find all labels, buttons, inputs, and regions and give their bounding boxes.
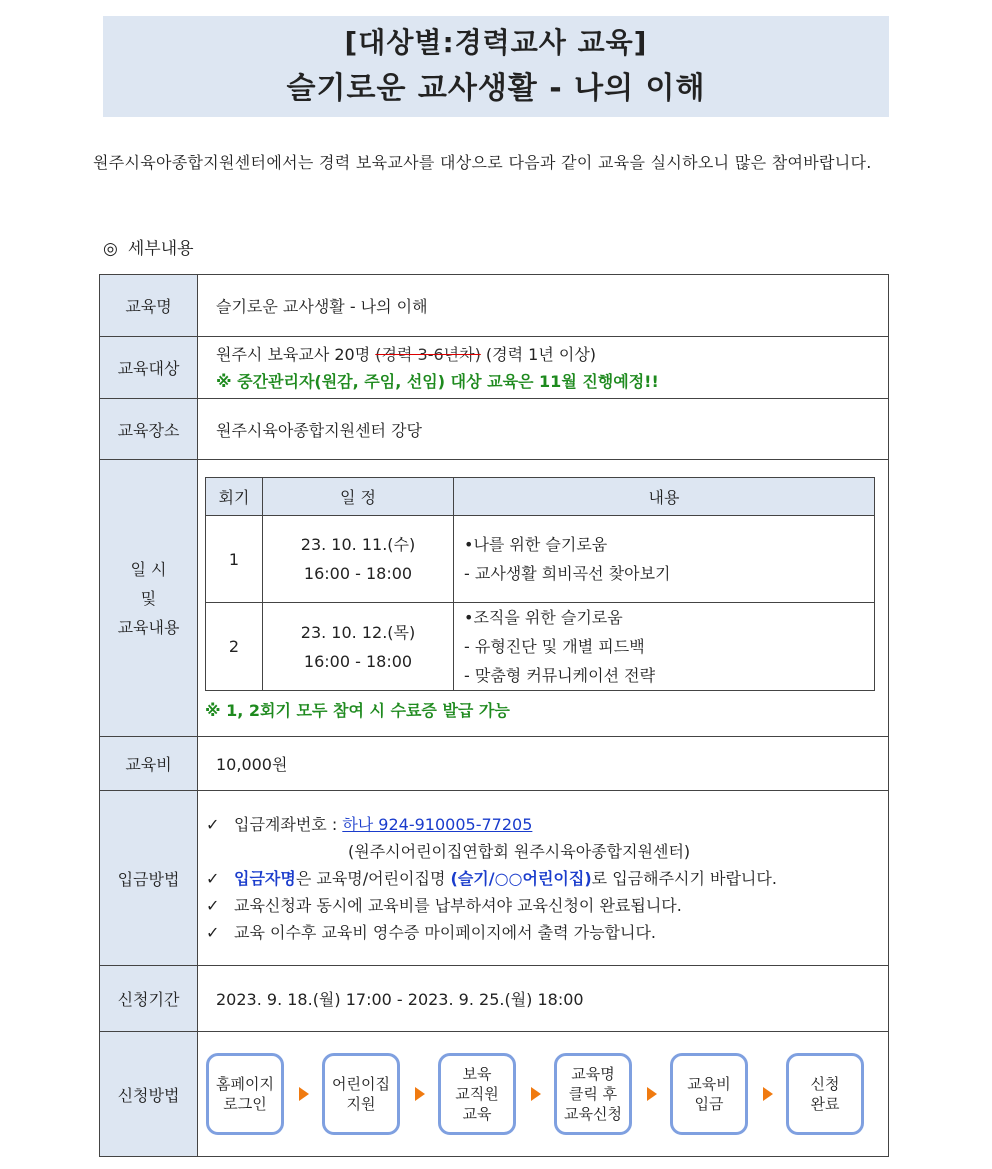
value-method (198, 1032, 889, 1157)
sched-content-line: - 맞춤형 커뮤니케이션 전략 (464, 666, 656, 685)
sched-date-day: 23. 10. 11.(수) (300, 535, 416, 554)
value-target (198, 337, 889, 399)
label-course-name: 교육명 (100, 275, 198, 337)
label-method: 신청방법 (100, 1032, 198, 1157)
title-category: [대상별:경력교사 교육] (344, 25, 648, 59)
sched-round: 1 (206, 516, 263, 603)
section-heading (103, 234, 194, 259)
sched-date (263, 603, 454, 691)
payment-depositor-line (206, 865, 888, 892)
sched-content-line: - 유형진단 및 개별 피드백 (464, 637, 645, 656)
payment-line4 (206, 919, 888, 946)
label-schedule (100, 460, 198, 737)
sched-content-line: •나를 위한 슬기로움 (464, 535, 608, 554)
schedule-note: ※ 1, 2회기 모두 참여 시 수료증 발급 가능 (205, 701, 510, 720)
row-fee (100, 737, 889, 791)
sched-row (206, 603, 875, 691)
value-schedule (198, 460, 889, 737)
value-period: 2023. 9. 18.(월) 17:00 - 2023. 9. 25.(월) 18:00 (198, 966, 889, 1032)
target-note: ※ 중간관리자(원감, 주임, 선임) 대상 교육은 11월 진행예정!! (216, 371, 659, 391)
sched-header-content: 내용 (454, 478, 875, 516)
arrow-right-icon (415, 1087, 425, 1101)
check-icon: ✓ (206, 895, 220, 915)
title-main: 슬기로운 교사생활 - 나의 이해 (286, 70, 706, 106)
flow-step-staff-education: 보육 교직원 교육 (438, 1053, 516, 1135)
sched-date-time: 16:00 - 18:00 (303, 651, 413, 671)
arrow-right-icon (763, 1087, 773, 1101)
value-payment (198, 791, 889, 966)
row-target (100, 337, 889, 399)
sched-date (263, 516, 454, 603)
label-period: 신청기간 (100, 966, 198, 1032)
sched-content (454, 603, 875, 691)
label-schedule-line1: 일 시 (130, 559, 167, 579)
arrow-right-icon (299, 1087, 309, 1101)
row-course-name (100, 275, 889, 337)
sched-row (206, 516, 875, 603)
payment-account-label: 입금계좌번호 : (234, 814, 338, 834)
target-struck: (경력 3-6년차) (375, 344, 481, 364)
value-fee: 10,000원 (198, 737, 889, 791)
sched-content-line: •조직을 위한 슬기로움 (464, 608, 623, 627)
apply-flow (198, 1053, 888, 1135)
label-place: 교육장소 (100, 399, 198, 460)
payment-depositor-mid: 은 교육명/어린이집명 (295, 868, 446, 888)
payment-account-line (206, 811, 888, 838)
flow-step-apply: 교육명 클릭 후 교육신청 (554, 1053, 632, 1135)
payment-account-holder: (원주시어린이집연합회 원주시육아종합지원센터) (348, 841, 691, 861)
sched-content (454, 516, 875, 603)
target-prefix: 원주시 보육교사 20명 (216, 344, 371, 364)
payment-line4-text: 교육 이수후 교육비 영수증 마이페이지에서 출력 가능합니다. (234, 922, 657, 942)
check-icon: ✓ (206, 814, 220, 834)
flow-step-payment: 교육비 입금 (670, 1053, 748, 1135)
title-banner (103, 16, 889, 117)
flow-step-daycare-support: 어린이집 지원 (322, 1053, 400, 1135)
arrow-right-icon (647, 1087, 657, 1101)
section-heading-label: 세부내용 (127, 239, 194, 259)
sched-header-date: 일 정 (263, 478, 454, 516)
payment-line3 (206, 892, 888, 919)
row-schedule (100, 460, 889, 737)
flow-step-login: 홈페이지 로그인 (206, 1053, 284, 1135)
sched-content-line: - 교사생활 희비곡선 찾아보기 (464, 564, 671, 583)
label-schedule-line3: 교육내용 (117, 617, 180, 637)
details-table (99, 274, 889, 1157)
arrow-right-icon (531, 1087, 541, 1101)
value-place: 원주시육아종합지원센터 강당 (198, 399, 889, 460)
check-icon: ✓ (206, 922, 220, 942)
payment-line3-text: 교육신청과 동시에 교육비를 납부하셔야 교육신청이 완료됩니다. (234, 895, 682, 915)
sched-round: 2 (206, 603, 263, 691)
row-payment (100, 791, 889, 966)
label-fee: 교육비 (100, 737, 198, 791)
sched-date-day: 23. 10. 12.(목) (300, 622, 416, 642)
sched-header-round: 회기 (206, 478, 263, 516)
row-place (100, 399, 889, 460)
payment-account-link[interactable]: 하나 924-910005-77205 (342, 814, 533, 834)
payment-depositor-label: 입금자명 (234, 868, 296, 888)
check-icon: ✓ (206, 868, 220, 888)
intro-text: 원주시육아종합지원센터에서는 경력 보육교사를 대상으로 다음과 같이 교육을 실시하오니 많은 참여바랍니다. (93, 153, 872, 172)
label-payment: 입금방법 (100, 791, 198, 966)
flow-step-complete: 신청 완료 (786, 1053, 864, 1135)
label-schedule-line2: 및 (140, 588, 157, 608)
sched-date-time: 16:00 - 18:00 (303, 564, 413, 583)
target-suffix: (경력 1년 이상) (485, 344, 597, 364)
row-method (100, 1032, 889, 1157)
value-course-name: 슬기로운 교사생활 - 나의 이해 (198, 275, 889, 337)
label-target: 교육대상 (100, 337, 198, 399)
double-circle-icon: ◎ (103, 239, 118, 259)
schedule-table (205, 477, 875, 691)
row-period (100, 966, 889, 1032)
payment-depositor-example: (슬기/○○어린이집) (450, 868, 592, 888)
payment-depositor-end: 로 입금해주시기 바랍니다. (591, 868, 777, 888)
